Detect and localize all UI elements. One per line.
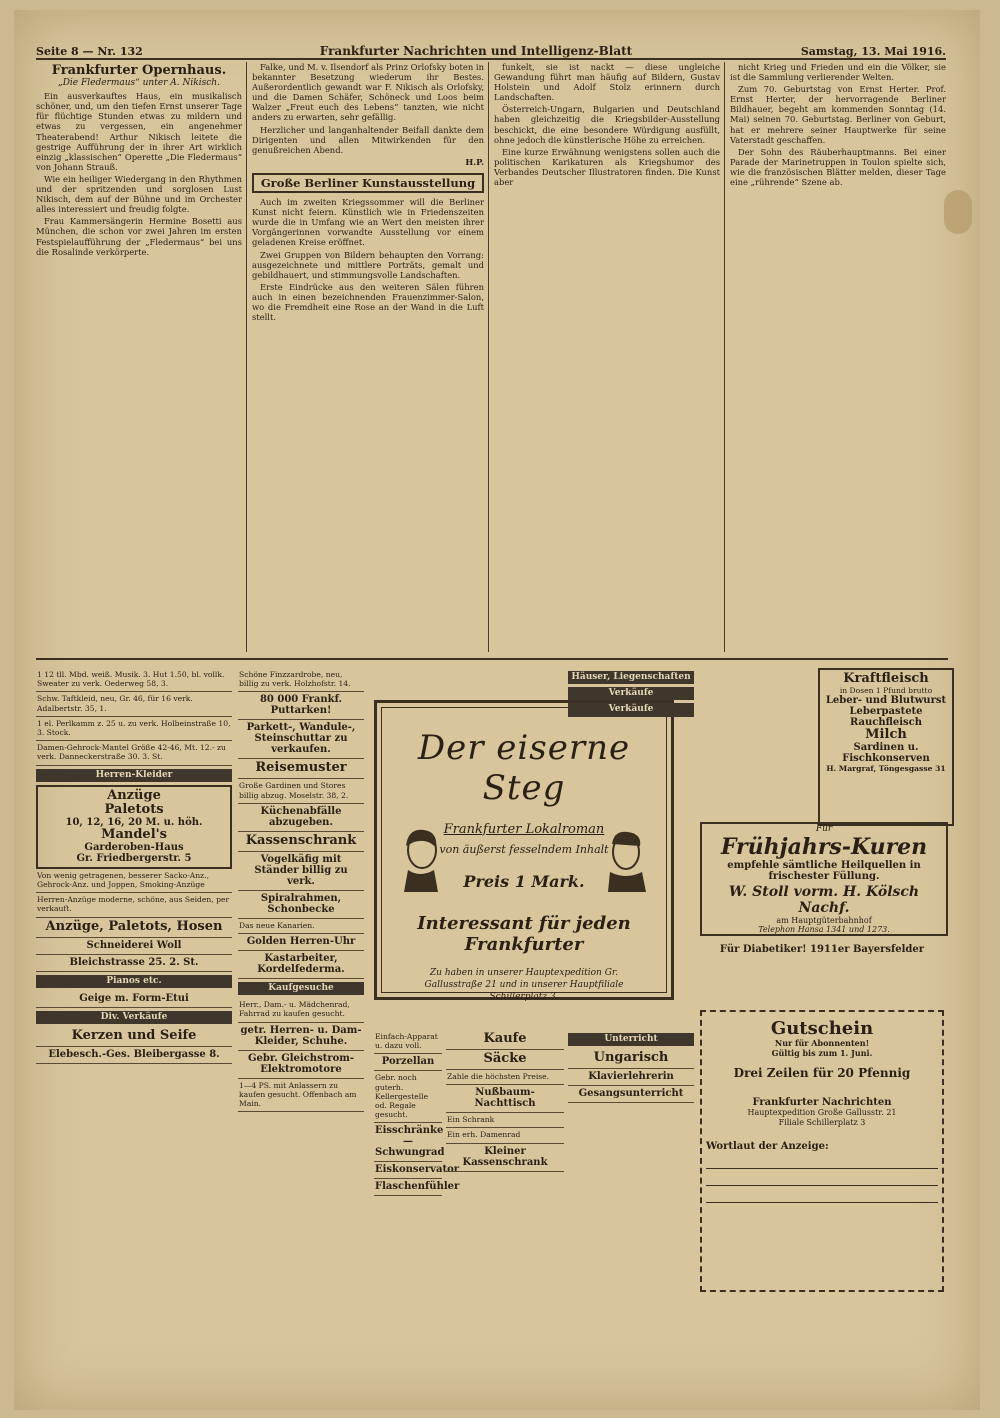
classified-ad: Gebr. Gleichstrom-Elektromotore [238, 1051, 364, 1079]
paragraph: Der Sohn des Räuberhauptmanns. Bei einer Parade der Marinetruppen in Toulon spielte sich, wie die französischen Blätter melden, dieser Tage eine „rührende“ Szene ab. [730, 146, 946, 188]
classified-ad: 80 000 Frankf. Puttarken! [238, 692, 364, 720]
ad-line: Garderoben-Haus [84, 841, 184, 853]
ad-line: Leberpastete [849, 706, 923, 718]
classified-ad: Herr., Dam.- u. Mädchenrad, Fahrrad zu kaufen gesucht. [238, 998, 364, 1022]
article-exhibition [252, 62, 484, 652]
classified-ad: Kaufe [446, 1030, 564, 1050]
classified-ad: Küchenabfälle abzugeben. [238, 804, 364, 832]
classified-ad: 1 el. Perlkamm z. 25 u. zu verk. Holbeinstraße 10, 3. Stock. [36, 717, 232, 741]
paragraph: Österreich-Ungarn, Bulgarien und Deutschland haben gleichzeitig die Kriegsbilder-Ausstellung beschickt, die eine besondere Würdigung ausfüllt, ohne jedoch die künstlerische Höhe zu erreichen. [494, 104, 720, 145]
paragraph: Wie ein heiliger Wiedergang in den Rhythmen und der spritzenden und sorglosen Lust Nikisch, dem auf der Bühne und im Orchester alles interessiert und freudig folgte. [36, 173, 242, 215]
novel-subtitle: Frankfurter Lokalroman [443, 822, 605, 837]
classified-ad: Kassenschrank [238, 832, 364, 852]
section-heading: Verkäufe [568, 703, 694, 716]
classified-ad: Eiskonservator [374, 1162, 442, 1179]
cure-sub: empfehle sämtliche Heilquellen in frischester Füllung. [727, 860, 921, 882]
classified-ad: Geige m. Form-Etui [36, 991, 232, 1008]
cure-telephone: Telephon Hansa 1341 und 1273. [758, 925, 890, 934]
classified-ad: Zahle die höchsten Preise. [446, 1070, 564, 1085]
paragraph: Zwei Gruppen von Bildern behaupten den Vorrang: ausgezeichnete und mittlere Porträts, gemalt und gebildhauert, und stimmungsvolle Landschaften. [252, 249, 484, 280]
paragraph: Erste Eindrücke aus den weiteren Sälen führen auch in einen bezeichnenden Frauenzimmer-Salon, wo die Fremdheit eine Rose an der Wand in die Luft stellt. [252, 281, 484, 323]
column-rule [488, 62, 489, 652]
section-heading: Häuser, Liegenschaften [568, 671, 694, 684]
classifieds-col-2 [238, 668, 364, 1388]
ad-line: Leber- und Blutwurst [825, 695, 947, 707]
ad-line: Rauchfleisch [849, 717, 923, 729]
classified-ad: Das neue Kanarien. [238, 919, 364, 934]
coupon-line: Drei Zeilen für 20 Pfennig [733, 1066, 911, 1080]
classified-ad: 1 12 tll. Mbd. weiß. Musik. 3. Hut 1.50, bl. vollk. Sweater zu verk. Oederweg 58, 3. [36, 668, 232, 692]
classified-ad: Schneiderei Woll [36, 938, 232, 955]
classified-ad: Nußbaum-Nachttisch [446, 1085, 564, 1113]
ad-line: Mandel's [101, 826, 167, 842]
paragraph: Auch im zweiten Kriegssommer will die Berliner Kunst nicht feiern. Künstlich wie in Friedenszeiten wurde die in Umfang wie an Wert den meisten ihrer Vorgängerinnen vorwandte Ausstellung vor einem geladenen Kreise eröffnet. [252, 197, 484, 248]
coupon-line: Nur für Abonnenten! [774, 1038, 870, 1048]
classified-ad: Flaschenfühler [374, 1179, 442, 1196]
ad-line: Gr. Friedbergerstr. 5 [76, 852, 192, 864]
article-opera [36, 62, 242, 652]
classified-ad: Herren-Anzüge moderne, schöne, aus Seiden, per verkauft. [36, 893, 232, 917]
coupon-line: Gültig bis zum 1. Juni. [771, 1048, 873, 1058]
classified-ad: Klavierlehrerin [568, 1069, 694, 1086]
paragraph: Zum 70. Geburtstag von Ernst Herter. Prof. Ernst Herter, der hervorragende Berliner Bildhauer, begeht am kommenden Sonntag (14. Mai) seinen 70. Geburtstag. Berliner von Geburt, hat er mehrere seiner Hauptwerke für seine Vaterstadt geschaffen. [730, 84, 946, 145]
masthead: Frankfurter Nachrichten und Intelligenz-Blatt [319, 44, 633, 58]
classified-ad: Ein erh. Damenrad [446, 1128, 564, 1143]
classifieds-col-5b [568, 1030, 694, 1380]
section-heading: Div. Verkäufe [36, 1011, 232, 1024]
column-rule [246, 62, 247, 652]
classified-ad: Elebesch.-Ges. Bleibergasse 8. [36, 1047, 232, 1064]
novel-where: Zu haben in unserer Hauptexpedition Gr. Gallusstraße 21 und in unserer Hauptfiliale Schillerplatz 3. [424, 968, 624, 1002]
cure-address: am Hauptgüterbahnhof [776, 916, 872, 925]
article-subtitle: „Die Fledermaus“ unter A. Nikisch. [58, 78, 220, 89]
ad-line: H. Margraf, Töngesgasse 31 [826, 764, 946, 774]
article-notices [730, 62, 946, 652]
classified-ad: Gebr. noch guterh. Kellergestelle od. Regale gesucht. [374, 1071, 442, 1123]
novel-subtitle-2: von äußerst fesselndem Inhalt [439, 843, 609, 856]
mandel-ad [36, 785, 232, 869]
coupon-line: Frankfurter Nachrichten [752, 1097, 892, 1108]
cure-top: Für [815, 824, 833, 834]
article-title: Frankfurter Opernhaus. [51, 63, 227, 78]
classified-ad: Schw. Taftkleid, neu, Gr. 46, für 16 verk. Adalbertstr. 35, 1. [36, 692, 232, 716]
coupon-line: Wortlaut der Anzeige: [706, 1141, 829, 1152]
coupon [700, 1010, 944, 1292]
classified-ad: Schöne Finzzardrobe, neu, billig zu verk. Holzhofstr. 14. [238, 668, 364, 692]
classified-ad: Spiralrahmen, Schonbecke [238, 891, 364, 919]
section-heading: Verkäufe [568, 687, 694, 700]
coupon-line: Filiale Schillerplatz 3 [778, 1118, 866, 1127]
section-rule [36, 658, 948, 660]
cure-title: Frühjahrs-Kuren [720, 834, 928, 860]
classified-ad: Reisemuster [238, 759, 364, 779]
classified-ad: Einfach-Apparat u. dazu voll. [374, 1030, 442, 1054]
paragraph: Falke, und M. v. Ilsendorf als Prinz Orlofsky boten in bekannter Besetzung wiederum ihr Bestes. Außerordentlich gewandt war F. Nikisch als Orlofsky, und die Damen Schäfer, Schöneck und Loos beim Walzer „Freut euch des Lebens“ tanzten, wie nicht anders zu erwarten, sehr gefällig. [252, 62, 484, 123]
issue-date: Samstag, 13. Mai 1916. [800, 45, 946, 58]
classifieds-col-4 [446, 1030, 564, 1380]
novel-title: Der eiserne Steg [417, 728, 631, 808]
classified-ad: Vogelkäfig mit Ständer billig zu verk. [238, 852, 364, 891]
coupon-title: Gutschein [770, 1018, 874, 1039]
section-heading: Kaufgesuche [238, 982, 364, 995]
article-title: Große Berliner Kunstausstellung [252, 173, 484, 193]
ad-line: 10, 12, 16, 20 M. u. höh. [65, 816, 203, 828]
section-heading: Unterricht [568, 1033, 694, 1046]
section-heading: Herren-Kleider [36, 769, 232, 782]
classifieds-col-1 [36, 668, 232, 1388]
classifieds-col-5a [568, 668, 694, 1008]
classified-ad: Parkett-, Wandule-, Steinschuttar zu verkaufen. [238, 720, 364, 759]
ad-line: in Dosen 1 Pfund brutto [839, 686, 933, 695]
page-header [36, 36, 946, 60]
woman-portrait-icon [398, 826, 442, 892]
classified-ad: getr. Herren- u. Dam-Kleider, Schuhe. [238, 1023, 364, 1051]
paragraph: funkelt, sie ist nackt — diese ungleiche Gewandung führt man häufig auf Bildern, Gustav Holstein und Adolf Stolz erinnern durch Landschaften. [494, 62, 720, 103]
classified-ad: Ein Schrank [446, 1113, 564, 1128]
ad-line: Paletots [104, 801, 164, 817]
page-number: Seite 8 — Nr. 132 [36, 45, 143, 58]
classified-ad: 1—4 PS. mit Anlassern zu kaufen gesucht. Offenbach am Main. [238, 1079, 364, 1113]
signature: H.P. [465, 156, 484, 167]
classified-ad: Kastarbeiter, Kordelfederma. [238, 951, 364, 979]
article-exhibition-cont [494, 62, 720, 652]
classified-ad: Säcke [446, 1050, 564, 1070]
column-rule [724, 62, 725, 652]
spring-cure-advertisement [700, 822, 948, 936]
classified-ad: Gesangsunterricht [568, 1086, 694, 1103]
cure-firm: W. Stoll vorm. H. Kölsch Nachf. [728, 884, 920, 916]
classified-ad: Damen-Gehrock-Mantel Größe 42-46, Mt. 12.- zu verk. Danneckerstraße 30. 3. St. [36, 741, 232, 765]
classified-ad: Von wenig getragenen, besserer Sacko-Anz., Gehrock-Anz. und Joppen, Smoking-Anzüge [36, 869, 232, 893]
classified-ad: Porzellan [374, 1054, 442, 1071]
classified-ad: Golden Herren-Uhr [238, 934, 364, 951]
meat-advertisement [818, 668, 954, 826]
classified-ad: Kerzen und Seife [36, 1027, 232, 1047]
novel-tagline: Interessant für jeden Frankfurter [417, 913, 631, 955]
classified-ad: Kleiner Kassenschrank [446, 1144, 564, 1172]
paragraph: Herzlicher und langanhaltender Beifall dankte dem Dirigenten und allen Mitwirkenden für den genußreichen Abend. [252, 124, 484, 155]
ad-line: Für Diabetiker! 1911er Bayersfelder [719, 944, 925, 955]
paragraph: Frau Kammersängerin Hermine Bosetti aus München, die schon vor zwei Jahren im ersten Festspielaufführung der „Fledermaus“ bei uns die Rosalinde verkörperte. [36, 216, 242, 257]
paragraph: Eine kurze Erwähnung wenigstens sollen auch die politischen Karikaturen als Kriegshumor des Verbandes Deutscher Illustratoren finden. Die Kunst aber [494, 146, 720, 188]
paragraph: Ein ausverkauftes Haus, ein musikalisch schöner, und, um den tiefen Ernst unserer Tage für flüchtige Stunden etwas zu mildern und etwas zu vergessen, ein angenehmer Theaterabend! Arthur Nikisch leitete die gestrige Aufführung der in ihrer Art wirklich einzig „klassischen“ Operette „Die Fledermaus“ von Johann Strauß. [36, 91, 242, 172]
classifieds-col-3 [374, 1030, 460, 1380]
ad-line: Milch [865, 727, 907, 743]
ad-line: Anzüge [107, 787, 161, 803]
classified-ad: Anzüge, Paletots, Hosen [36, 918, 232, 938]
ad-line: Kraftfleisch [843, 671, 929, 686]
classified-ad: Eisschränke — Schwungrad [374, 1123, 442, 1162]
library-stamp [944, 190, 972, 234]
classified-ad: Große Gardinen und Stores billig abzug. Moselstr. 38, 2. [238, 779, 364, 803]
coupon-line: Hauptexpedition Große Gallusstr. 21 [747, 1108, 897, 1117]
classified-ad: Bleichstrasse 25. 2. St. [36, 955, 232, 972]
section-heading: Pianos etc. [36, 975, 232, 988]
novel-price: Preis 1 Mark. [463, 872, 585, 891]
paragraph: nicht Krieg und Frieden und ein die Völker, sie ist die Sammlung verlierender Welten. [730, 62, 946, 83]
classified-ad: Ungarisch [568, 1049, 694, 1069]
diabetic-ad [700, 944, 944, 1000]
ad-line: Sardinen u. Fischkonserven [842, 742, 930, 765]
